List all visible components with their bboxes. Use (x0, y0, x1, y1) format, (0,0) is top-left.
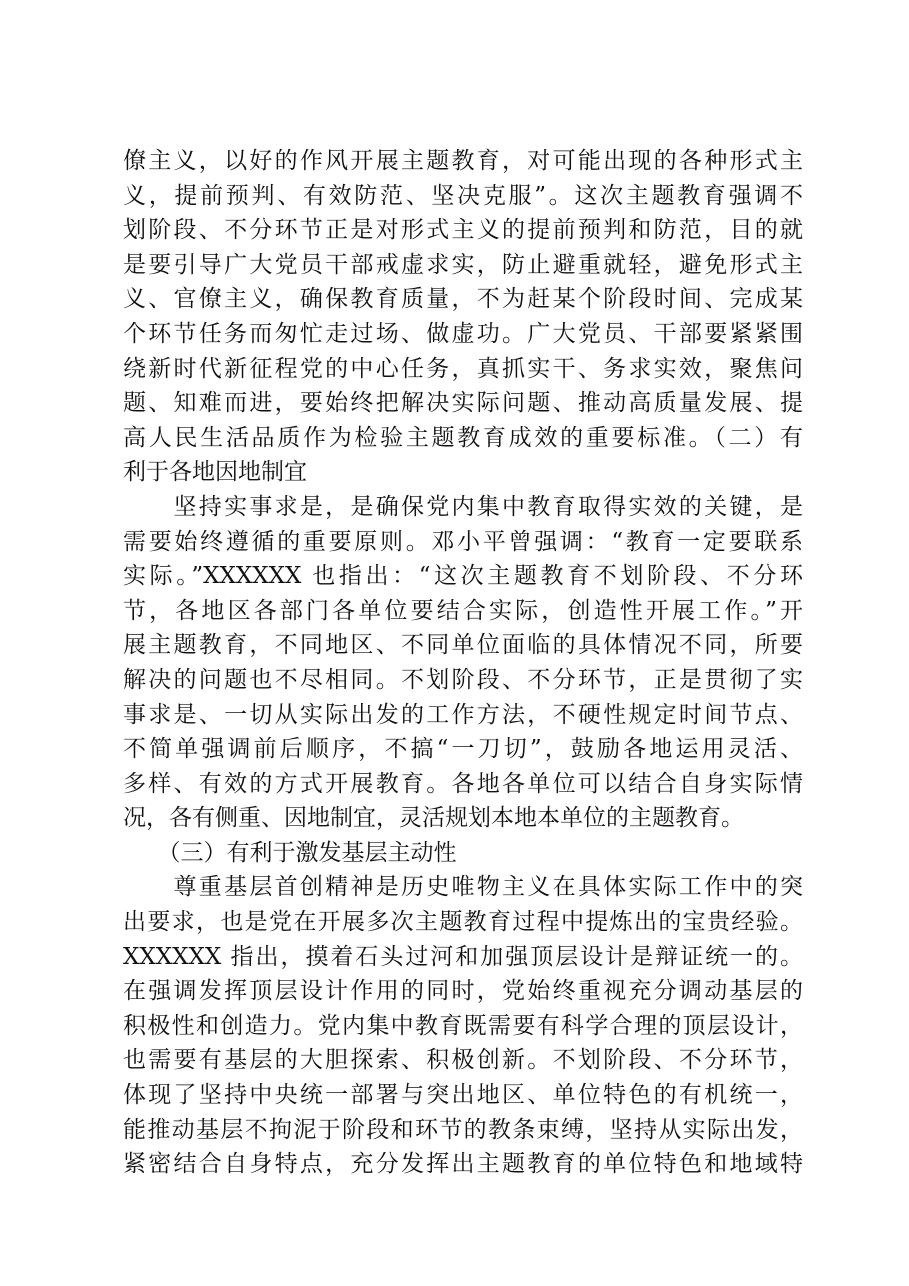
text-line: 多样、有效的方式开展教育。各地各单位可以结合自身实际情 (123, 770, 803, 797)
text-line: XXXXXX 指出，摸着石头过河和加强顶层设计是辩证统一的。 (123, 943, 803, 970)
text-line: 解决的问题也不尽相同。不划阶段、不分环节，正是贯彻了实 (123, 666, 803, 693)
text-line: 体现了坚持中央统一部署与突出地区、单位特色的有机统一， (123, 1082, 803, 1109)
text-line: 题、知难而进，要始终把解决实际问题、推动高质量发展、提 (123, 390, 803, 417)
text-line: 也需要有基层的大胆探索、积极创新。不划阶段、不分环节， (123, 1047, 803, 1074)
text-line: 积极性和创造力。党内集中教育既需要有科学合理的顶层设计， (123, 1012, 803, 1039)
text-line: 节，各地区各部门各单位要结合实际，创造性开展工作。”开 (123, 597, 803, 624)
text-line: 划阶段、不分环节正是对形式主义的提前预判和防范，目的就 (123, 217, 803, 244)
text-line: 紧密结合自身特点，充分发挥出主题教育的单位特色和地域特 (123, 1151, 803, 1178)
text-line: 绕新时代新征程党的中心任务，真抓实干、务求实效，聚焦问 (123, 355, 803, 382)
text-line: 坚持实事求是，是确保党内集中教育取得实效的关键，是 (123, 493, 803, 520)
section-heading: （三）有利于激发基层主动性 (123, 839, 457, 866)
text-line: 在强调发挥顶层设计作用的同时，党始终重视充分调动基层的 (123, 978, 803, 1005)
text-line: 义，提前预判、有效防范、坚决克服”。这次主题教育强调不 (123, 182, 803, 209)
text-line: 僚主义，以好的作风开展主题教育，对可能出现的各种形式主 (123, 148, 803, 174)
body-text (123, 144, 803, 1182)
text-line: 需要始终遵循的重要原则。邓小平曾强调：“教育一定要联系 (123, 528, 803, 555)
text-line: 出要求，也是党在开展多次主题教育过程中提炼出的宝贵经验。 (123, 909, 803, 936)
text-line: 能推动基层不拘泥于阶段和环节的教条束缚，坚持从实际出发， (123, 1116, 803, 1143)
text-line: 个环节任务而匆忙走过场、做虚功。广大党员、干部要紧紧围 (123, 320, 803, 347)
text-line: 高人民生活品质作为检验主题教育成效的重要标准。（二）有 (123, 424, 803, 451)
text-line: 况，各有侧重、因地制宜，灵活规划本地本单位的主题教育。 (123, 805, 744, 832)
text-line: 展主题教育，不同地区、不同单位面临的具体情况不同，所要 (123, 632, 803, 659)
text-line: 不简单强调前后顺序，不搞“一刀切”，鼓励各地运用灵活、 (123, 736, 803, 763)
text-line: 事求是、一切从实际出发的工作方法，不硬性规定时间节点、 (123, 701, 803, 728)
text-line: 是要引导广大党员干部戒虚求实，防止避重就轻，避免形式主 (123, 251, 803, 278)
section-heading: 利于各地因地制宜 (123, 459, 307, 486)
text-line: 实际。”XXXXXX 也指出：“这次主题教育不划阶段、不分环 (123, 563, 803, 590)
text-line: 尊重基层首创精神是历史唯物主义在具体实际工作中的突 (123, 874, 803, 901)
text-line: 义、官僚主义，确保教育质量，不为赶某个阶段时间、完成某 (123, 286, 803, 313)
